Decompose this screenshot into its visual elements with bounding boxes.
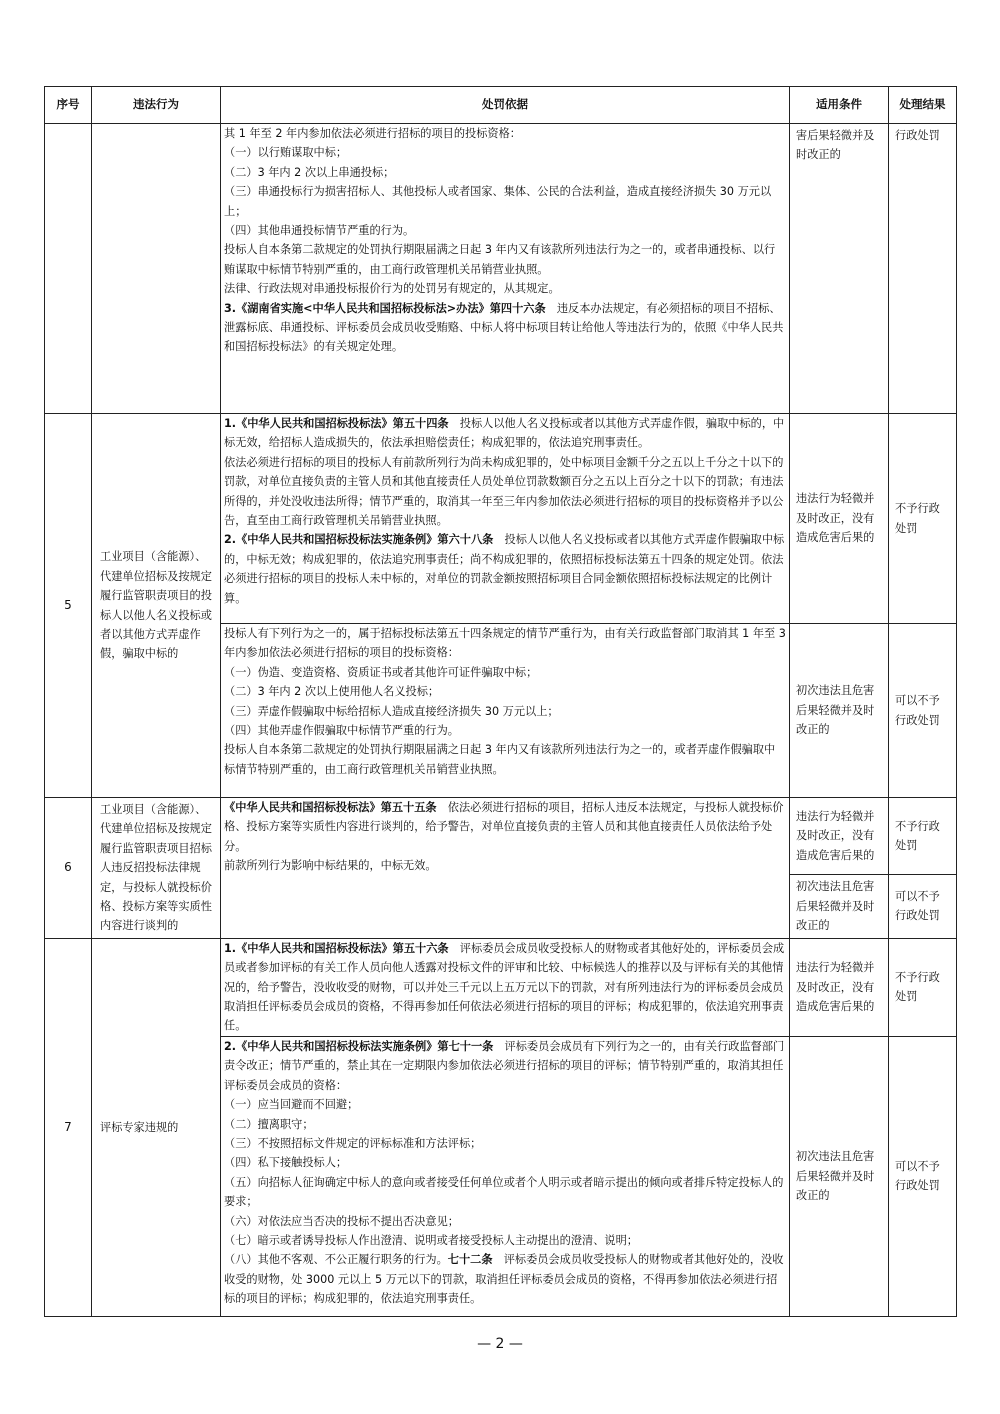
condition-cell: 违法行为轻微并及时改正，没有造成危害后果的 bbox=[790, 414, 889, 624]
condition-cell: 违法行为轻微并及时改正，没有造成危害后果的 bbox=[790, 938, 889, 1036]
basis-line: （三）不按照招标文件规定的评标标准和方法评标； bbox=[224, 1136, 482, 1150]
condition-cell: 初次违法且危害后果轻微并及时改正的 bbox=[790, 624, 889, 798]
basis-article bbox=[224, 1250, 786, 1308]
condition-cell: 初次违法且危害后果轻微并及时改正的 bbox=[790, 1036, 889, 1316]
violation-cell: 评标专家违规的 bbox=[92, 938, 221, 1316]
article-text: 依法必须进行招标的项目，招标人违反本法规定，与投标人就投标价格、投标方案等实质性内容进行谈判的，给予警告，对单位直接负责的主管人员和其他直接责任人员依法给予处分。 bbox=[224, 801, 784, 853]
seq-cell: 7 bbox=[45, 938, 92, 1316]
article-text: 评标委员会成员有下列行为之一的，由有关行政监督部门责令改正；情节严重的，禁止其在一定期限内参加依法必须进行招标的项目的评标；情节特别严重的，取消其担任评标委员会成员的资格： bbox=[224, 1039, 785, 1092]
violation-cell bbox=[92, 124, 221, 414]
result-cell: 不予行政处罚 bbox=[889, 798, 957, 875]
basis-line: （一）以行贿谋取中标； bbox=[224, 146, 348, 160]
article-title: 2.《中华人民共和国招标投标法实施条例》第七十一条 bbox=[224, 1039, 494, 1053]
seq-cell bbox=[45, 124, 92, 414]
basis-line: 投标人自本条第二款规定的处罚执行期限届满之日起 3 年内又有该款所列违法行为之一的，或者弄虚作假骗取中标情节特别严重的，由工商行政管理机关吊销营业执照。 bbox=[224, 743, 776, 776]
table-header-row bbox=[45, 87, 957, 124]
basis-line: （二）3 年内 2 次以上串通投标； bbox=[224, 165, 395, 179]
basis-line: 投标人自本条第二款规定的处罚执行期限届满之日起 3 年内又有该款所列违法行为之一的，或者串通投标、以行贿谋取中标情节特别严重的，由工商行政管理机关吊销营业执照。 bbox=[224, 243, 776, 276]
header-condition: 适用条件 bbox=[790, 87, 889, 124]
header-basis: 处罚依据 bbox=[221, 87, 790, 124]
table-row bbox=[45, 938, 957, 1036]
basis-line: （二）擅离职守； bbox=[224, 1117, 314, 1131]
basis-cell bbox=[221, 1036, 790, 1316]
basis-line: （五）向招标人征询确定中标人的意向或者接受任何单位或者个人明示或者暗示提出的倾向或者排斥特定投标人的要求； bbox=[224, 1175, 784, 1209]
table-row bbox=[45, 798, 957, 875]
article-text: 投标人以他人名义投标或者以其他方式弄虚作假，骗取中标的，中标无效，给招标人造成损失的，依法承担赔偿责任；构成犯罪的，依法追究刑事责任。 bbox=[224, 417, 785, 450]
header-violation: 违法行为 bbox=[92, 87, 221, 124]
basis-line: （一）应当回避而不回避； bbox=[224, 1098, 359, 1112]
basis-line: （三）串通投标行为损害招标人、其他投标人或者国家、集体、公民的合法利益，造成直接经济损失 30 万元以上； bbox=[224, 185, 772, 218]
basis-line: （三）弄虚作假骗取中标给招标人造成直接经济损失 30 万元以上； bbox=[224, 704, 559, 718]
basis-cell bbox=[221, 798, 790, 939]
basis-line: 依法必须进行招标的项目的投标人有前款所列行为尚未构成犯罪的，处中标项目金额千分之五以上千分之十以下的罚款，对单位直接负责的主管人员和其他直接责任人员处单位罚款数额百分之五以上百分之十以下的罚款；有违法所得的，并处没收违法所得；情节严重的，取消其一年至三年内参加依法必须进行招标的项目的投标资格并予以公告，直至由工商行政管理机关吊销营业执照。 bbox=[224, 455, 784, 528]
basis-article bbox=[224, 414, 786, 453]
basis-line: （四）私下接触投标人； bbox=[224, 1156, 348, 1170]
seq-cell: 6 bbox=[45, 798, 92, 939]
violation-cell: 工业项目（含能源）、代建单位招标及按规定履行监管职责项目的投标人以他人名义投标或者以其他方式弄虚作假，骗取中标的 bbox=[92, 414, 221, 798]
article-title: 1.《中华人民共和国招标投标法》第五十六条 bbox=[224, 941, 449, 955]
article-title: 1.《中华人民共和国招标投标法》第五十四条 bbox=[224, 417, 449, 430]
basis-line: （二）3 年内 2 次以上使用他人名义投标； bbox=[224, 685, 440, 699]
basis-line: （四）其他串通投标情节严重的行为。 bbox=[224, 224, 415, 238]
result-cell: 不予行政处罚 bbox=[889, 414, 957, 624]
basis-article bbox=[224, 530, 786, 608]
violation-cell: 工业项目（含能源）、代建单位招标及按规定履行监管职责项目招标人违反招投标法律规定，与投标人就投标价格、投标方案等实质性内容进行谈判的 bbox=[92, 798, 221, 939]
basis-line: （四）其他弄虚作假骗取中标情节严重的行为。 bbox=[224, 724, 459, 738]
article-text: 评标委员会成员收受投标人的财物或者其他好处的，没收收受的财物，处 3000 元以上 5 万元以下的罚款，取消担任评标委员会成员的资格，不得再参加依法必须进行招标的项目的评标；构成犯罪的，依法追究刑事责任。 bbox=[224, 1253, 784, 1306]
basis-cell bbox=[221, 624, 790, 798]
basis-cell bbox=[221, 124, 790, 414]
article-text: 投标人以他人名义投标或者以其他方式弄虚作假骗取中标的，中标无效；构成犯罪的，依法追究刑事责任；尚不构成犯罪的，依照招标投标法第五十四条的规定处罚。依法必须进行招标的项目的投标人未中标的，对单位的罚款金额按照招标项目合同金额依照招标投标法规定的比例计算。 bbox=[224, 533, 785, 605]
result-cell: 不予行政处罚 bbox=[889, 938, 957, 1036]
header-result: 处理结果 bbox=[889, 87, 957, 124]
basis-line: 前款所列行为影响中标结果的，中标无效。 bbox=[224, 859, 437, 873]
article-title: 七十二条 bbox=[447, 1253, 493, 1267]
article-text: 违反本办法规定，有必须招标的项目不招标、泄露标底、串通投标、评标委员会成员收受贿赂、中标人将中标项目转让给他人等违法行为的，依照《中华人民共和国招标投标法》的有关规定处理。 bbox=[224, 301, 784, 354]
condition-cell: 害后果轻微并及时改正的 bbox=[790, 124, 889, 414]
seq-cell: 5 bbox=[45, 414, 92, 798]
page-number: — 2 — bbox=[477, 1336, 523, 1352]
table-row bbox=[45, 124, 957, 414]
basis-line: 投标人有下列行为之一的，属于招标投标法第五十四条规定的情节严重行为，由有关行政监督部门取消其 1 年至 3 年内参加依法必须进行招标的项目的投标资格： bbox=[224, 627, 786, 660]
basis-article bbox=[224, 939, 786, 1036]
result-cell: 行政处罚 bbox=[889, 124, 957, 414]
condition-cell: 初次违法且危害后果轻微并及时改正的 bbox=[790, 874, 889, 938]
result-cell: 可以不予行政处罚 bbox=[889, 874, 957, 938]
article-title: 3.《湖南省实施<中华人民共和国招标投标法>办法》第四十六条 bbox=[224, 301, 546, 315]
basis-line: 法律、行政法规对串通投标报价行为的处罚另有规定的，从其规定。 bbox=[224, 282, 560, 296]
condition-cell: 违法行为轻微并及时改正，没有造成危害后果的 bbox=[790, 798, 889, 875]
basis-line: （六）对依法应当否决的投标不提出否决意见； bbox=[224, 1214, 459, 1228]
table-row bbox=[45, 414, 957, 624]
basis-line: 其 1 年至 2 年内参加依法必须进行招标的项目的投标资格： bbox=[224, 127, 521, 140]
basis-article bbox=[224, 798, 786, 856]
basis-cell bbox=[221, 938, 790, 1036]
result-cell: 可以不予行政处罚 bbox=[889, 1036, 957, 1316]
penalty-table bbox=[44, 86, 957, 1317]
result-cell: 可以不予行政处罚 bbox=[889, 624, 957, 798]
basis-line: （七）暗示或者诱导投标人作出澄清、说明或者接受投标人主动提出的澄清、说明； bbox=[224, 1233, 638, 1247]
header-seq: 序号 bbox=[45, 87, 92, 124]
article-text: （八）其他不客观、不公正履行职务的行为。 bbox=[224, 1253, 448, 1267]
article-title: 《中华人民共和国招标投标法》第五十五条 bbox=[224, 801, 437, 814]
article-title: 2.《中华人民共和国招标投标法实施条例》第六十八条 bbox=[224, 533, 494, 547]
article-text: 评标委员会成员收受投标人的财物或者其他好处的，评标委员会成员或者参加评标的有关工作人员向他人透露对投标文件的评审和比较、中标候选人的推荐以及与评标有关的其他情况的，给予警告，没收收受的财物，可以并处三千元以上五万元以下的罚款，对有所列违法行为的评标委员会成员取消担任评标委员会成员的资格，不得再参加任何依法必须进行招标的项目的评标；构成犯罪的，依法追究刑事责任。 bbox=[224, 941, 785, 1033]
basis-cell bbox=[221, 414, 790, 624]
basis-line: （一）伪造、变造资格、资质证书或者其他许可证件骗取中标； bbox=[224, 665, 538, 679]
basis-article bbox=[224, 299, 786, 357]
basis-article bbox=[224, 1037, 786, 1095]
